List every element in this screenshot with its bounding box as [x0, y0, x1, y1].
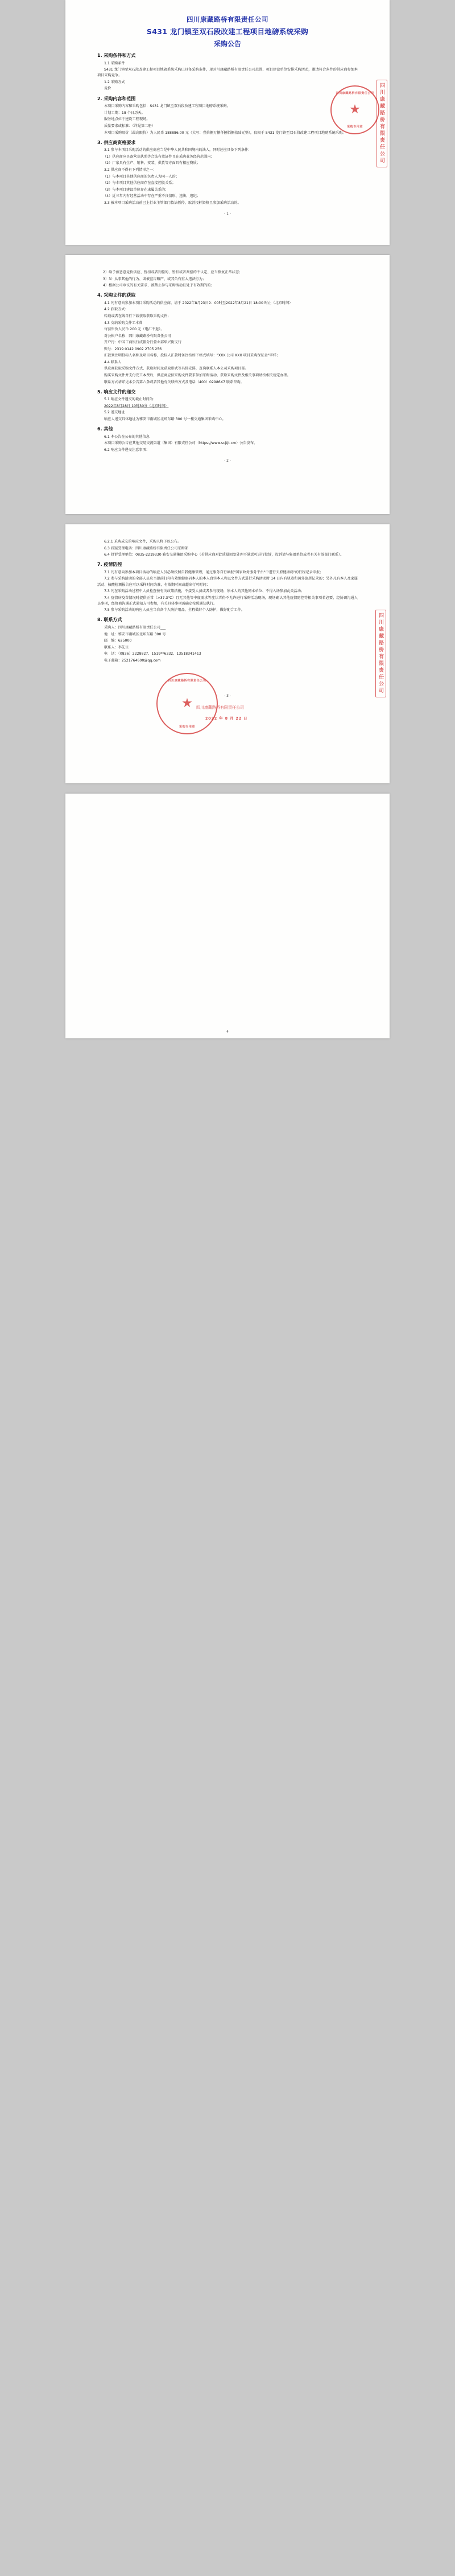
section-heading-4: 4. 采购文件的获取: [97, 293, 136, 298]
paragraph: 联系方式请详见本公告第六条或者其他有关联络方式及电话（400）02986X7 联系咨询。: [104, 380, 244, 384]
paragraph: 服务地点位于建设工程现场。: [104, 117, 150, 122]
paragraph: 电子邮箱：2521764600@qq.com: [104, 658, 161, 663]
paragraph: 本项目采购内容和采购包括：S431 龙门镇至双石段改建工程项目地磅系统采购。: [104, 104, 230, 109]
paragraph: （1）与本项目其他供应商的负责人为同一人的；: [103, 174, 179, 179]
paragraph: 7.2 参与采购活动的全部人员应当提前打印有效地健康码本人的本人真实本人和以文件方式进行采购活动时 14 日内有轨迹和国外旅居记录的；另外凡有本人及家属活动、核酸检测报告应可以采样时间为准，有效期时间或超出行可时间；: [97, 577, 358, 587]
page-gap: [0, 245, 455, 255]
paragraph: （4）近三年内有经营活动中存在严重不良情形、违法、违纪；: [103, 194, 200, 199]
seal-star-icon: ★: [349, 102, 361, 117]
paragraph: （3）与本项目建设单位存在隶属关系的；: [103, 187, 169, 192]
paragraph: 4.4 联系人: [104, 360, 122, 364]
paragraph: 7.5 参与采购活动的响应人员应当自备个人防护用品，全程做好个人防护，做好配合工作。: [104, 608, 245, 613]
company-name: 四川康藏路桥有限责任公司: [187, 15, 268, 23]
section-heading-1: 1. 采购条件和方式: [97, 53, 136, 58]
paragraph: 质量要求或标准：（详见第二册）: [104, 124, 155, 128]
paragraph: 1.1 采购条件: [104, 61, 125, 65]
paragraph: 3）3）从事其他的行为、或被宣告破产、或其负有重大违法行为；: [103, 277, 206, 281]
paragraph: 7.1 凡有意向参加本项目活动的响应人员必须按照自我健康管理，通过服务自行填报"国家政务服务平台"中进行天府健康码"的行程记录申报；: [104, 570, 324, 574]
paragraph: 每套售价人民币 200 元（电汇不退）。: [104, 327, 164, 332]
notice-type: 采购公告: [213, 40, 241, 48]
paragraph: 6.2 响应文件递交注意事项：: [104, 447, 150, 452]
seal-top-text: 四川康藏路桥有限责任公司: [168, 679, 206, 683]
paragraph: 汇款须注明投标人名称及项目名称，投标人汇款时备注按如下格式填写："XXX 公司 XXX 项目采购保证金"字样；: [104, 354, 280, 358]
paragraph: 转载或者在线自行下载获取获取采购文件；: [104, 314, 171, 319]
paragraph: 本项目采购公告在其他交易交流渠道（集团）有限责任公司（https://www.scjtjt.cm）公告发布。: [104, 441, 258, 446]
paragraph: 5.2 递交地址: [104, 410, 125, 415]
document-page-4: [65, 794, 390, 1038]
paragraph: 3.1 参与本项目采购活动的供应商应当是中华人民共和国境内的法人，同时还应具备下列条件：: [104, 148, 252, 153]
paragraph: 供应商获取采购文件方式、获取时间及获取形式等具体安排，查询联系人本公司采购项目部。: [104, 367, 249, 371]
document-page-1: [65, 0, 390, 245]
paragraph: 7.4 疫情病疫苗情况时提供正常（>37.3℃）且无其他等中度需求等症状者仍不允许进行采购活动现场，现场确认其他疫情防控等相关事项若必要，经协调沟通人员事项，经协商沟通正式通知方可参加，有关具体事项需确定按照通知执行。: [97, 595, 358, 606]
paragraph: 6.4 投诉受理单位：0835-2219330 雅安交通集团采购中心（若供应商对此质疑回复处理不满意可进行投诉，投诉请与集团单位或者有关有效部门联系）。: [104, 553, 344, 557]
paragraph: 采购人：四川康藏路桥有限责任公司___: [104, 626, 166, 630]
section-heading-7: 7. 疫情防控: [97, 562, 122, 568]
vertical-stamp: 四川康藏路桥有限责任公司: [377, 80, 387, 167]
paragraph: 5.1 响应文件递交的截止时间为：: [104, 397, 157, 402]
section-heading-2: 2. 采购内容和范围: [97, 96, 136, 101]
paragraph: 邮 编：625000: [104, 639, 132, 643]
seal-star-icon: ★: [181, 696, 193, 710]
paragraph: 1.2 采购方式: [104, 80, 125, 84]
signature-date: 2022 年 8 月 22 日: [205, 717, 248, 721]
document-page-3: [65, 524, 390, 783]
page-label: 4: [226, 1030, 229, 1034]
section-heading-3: 3. 供应商资格要求: [97, 139, 136, 145]
page-label: - 1 -: [224, 211, 231, 216]
document-viewer: [0, 0, 455, 1038]
paragraph: 4.2 获取方式：: [104, 307, 129, 312]
paragraph: 4.3 交纳采购文件工本费: [104, 321, 143, 325]
paragraph: 4）根据公司审议的有关要求、被禁止参与采购活动且处于有效期的的；: [103, 284, 214, 288]
paragraph: 地 址：雅安市雨城区北环东路 300 号: [104, 632, 166, 636]
paragraph: 本项目采购限价（最高限价）为人民币 188886.00 元（大写：壹拾捌万捌仟捌佰捌拾陆元整），仅限于 S431 龙门镇至双石段改建工程项目地磅系统采购。: [104, 130, 346, 135]
paragraph: 3.3 被本项目采购活动前已上行业主管部门依法暂停、取消投标资格且参加采购活动的。: [104, 200, 241, 205]
paragraph: 6.3 质疑受理电话：四川康藏路桥有限责任公司采购部: [104, 546, 188, 550]
seal-bottom-text: 采购专用章: [347, 125, 363, 129]
paragraph: 电 话：（0836）2228827、1519**6332、13518341413: [104, 652, 201, 656]
paragraph: 3.2 供应商不得有下列情形之一：: [104, 168, 157, 172]
page-label: - 2 -: [224, 458, 231, 463]
section-heading-8: 8. 联系方式: [97, 617, 122, 623]
project-title: S431 龙门镇至双石段改建工程项目地磅系统采购: [146, 27, 309, 36]
section-heading-5: 5. 响应文件的递交: [97, 389, 136, 395]
title-block: [97, 15, 358, 48]
paragraph: 计划工期：18 个日历天。: [104, 110, 145, 115]
paragraph: 开户行：中国工商银行成都分行营业部华兴街支行: [104, 340, 182, 345]
paragraph: 6.1 本公告在公布的其他信息: [104, 434, 150, 439]
paragraph: 2）给予被恶意竞价供应、暂扣或者判偿的、暂扣或者判偿的不认定、应当恢复正常状态；: [103, 270, 243, 274]
page-gap: [0, 514, 455, 524]
paragraph: （2）与本项目其他供应商存在直接控股关系；: [103, 181, 176, 186]
paragraph: 竞价: [104, 87, 111, 91]
paragraph: 6.2.1 采购成交的响应文件，采购人将予以公布。: [104, 540, 181, 544]
paragraph: （1）供应商应具备营业执照等合法有效证件且在采购业务经营范围内；: [103, 154, 214, 159]
paragraph: 4.1 凡有意向参加本项目采购活动的供应商，请于 2022年8月23日9：00时至2022年8月21日 18:00 时止（北京时间）: [104, 301, 293, 305]
signature-company-name: 四川康藏路桥有限责任公司: [196, 705, 244, 710]
paragraph: 账号：2319 0142 0902 2705 256: [104, 347, 162, 351]
seal-top-text: 四川康藏路桥有限责任公司: [336, 92, 374, 95]
vertical-stamp: 四川康藏路桥有限责任公司: [375, 610, 386, 697]
paragraph: 联系人：李先生: [104, 645, 129, 650]
section-heading-6: 6. 其他: [97, 426, 113, 432]
paragraph: S431 龙门镇至双石段改建工程项目地磅系统采购已具备采购条件，现对川康藏路桥有限责任公司范围、项目建设单位安排采购活动，邀请符合条件的供应商参加本项目采购竞争。: [97, 68, 358, 78]
paragraph: 7.3 凡在采购活动过程中人员检查按有关政策措施，不接受人员或者参与现场，须本人的其他同本单位、不得入场参加此类活动；: [104, 589, 305, 594]
page-gap: [0, 783, 455, 794]
page-label: - 3 -: [224, 694, 231, 699]
paragraph: 响应人递交具体地址为雅安市雨城区北环东路 300 号一楼交通集团采购中心。: [104, 417, 226, 421]
paragraph-underline: 2022年8月28日 10时30分（北京时间）: [104, 404, 169, 408]
paragraph: 购买采购文件并支付完工本费后，供应商应按采购文件要求参加采购活动，获取采购文件及相关事项请按相关规定办理。: [104, 373, 291, 377]
seal-bottom-text: 采购专用章: [179, 725, 195, 729]
paragraph: 对公帐户名称：四川康藏路桥有限责任公司: [104, 334, 171, 338]
paragraph: （2）厂家具有生产、销售、安装、供货等方面具有相应资质；: [103, 161, 200, 166]
document-page-2: [65, 255, 390, 514]
